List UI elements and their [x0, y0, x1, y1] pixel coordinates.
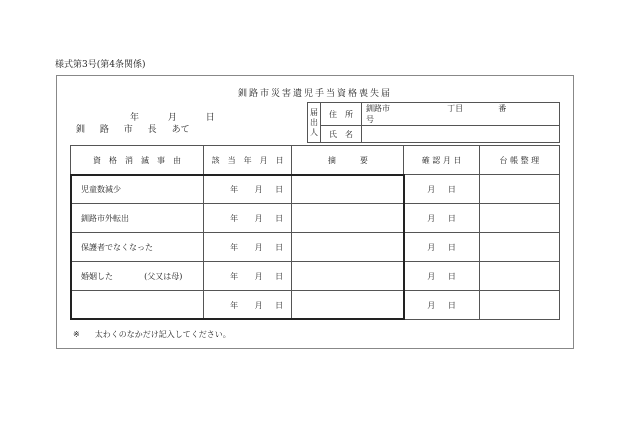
reason-text: 児童数減少 — [81, 184, 121, 194]
note-text: 太わくのなかだけ記入してください。 — [94, 330, 231, 339]
addressee-char: 路 — [99, 125, 109, 135]
date-cell[interactable]: 年 月 日 — [203, 262, 291, 291]
table-header-row — [71, 146, 560, 175]
ledger-cell[interactable] — [479, 291, 559, 320]
header-summary: 摘 要 — [292, 146, 404, 175]
applicant-table — [307, 102, 560, 143]
form-title: 釧路市災害遺児手当資格喪失届 — [237, 89, 392, 99]
addressee — [76, 122, 198, 135]
ledger-cell[interactable] — [479, 262, 559, 291]
reason-text: 釧路市外転出 — [81, 213, 129, 223]
form-number-label: 様式第3号(第4条関係) — [55, 60, 146, 70]
reason-note: (父又は母) — [144, 271, 183, 281]
addressee-char: 市 — [123, 125, 133, 135]
confirm-date-cell[interactable]: 月 日 — [404, 262, 479, 291]
date-day-label: 日 — [205, 113, 215, 123]
addressee-char: 長 — [147, 125, 157, 135]
addressee-char: 釧 — [76, 125, 86, 135]
sender-label: 届 出 人 — [308, 103, 321, 143]
date-month-label: 月 — [167, 113, 177, 123]
confirm-date-cell[interactable]: 月 日 — [404, 233, 479, 262]
addressee-char: あて — [171, 125, 190, 135]
confirm-date-cell[interactable]: 月 日 — [404, 291, 479, 320]
date-year-label: 年 — [130, 113, 140, 123]
header-ledger: 台 帳 整 理 — [479, 146, 559, 175]
ledger-cell[interactable] — [479, 175, 559, 204]
header-reason: 資 格 消 滅 事 由 — [71, 146, 204, 175]
address-field[interactable] — [362, 103, 560, 126]
address-label: 住 所 — [321, 103, 362, 126]
confirm-date-cell[interactable]: 月 日 — [404, 175, 479, 204]
confirm-date-cell[interactable]: 月 日 — [404, 204, 479, 233]
date-cell[interactable]: 年 月 日 — [203, 291, 291, 320]
ledger-cell[interactable] — [479, 204, 559, 233]
address-chome: 丁目 — [447, 104, 464, 113]
note-mark: ※ — [73, 330, 80, 339]
fill-in-area-border — [70, 174, 405, 320]
date-cell[interactable]: 年 月 日 — [203, 233, 291, 262]
name-field[interactable] — [362, 126, 560, 143]
header-confirm-date: 確 認 月 日 — [404, 146, 479, 175]
instruction-note — [73, 329, 231, 340]
address-city: 釧路市 — [366, 104, 390, 113]
date-cell[interactable]: 年 月 日 — [203, 204, 291, 233]
reason-text: 婚姻した — [81, 271, 113, 281]
header-date: 該 当 年 月 日 — [203, 146, 291, 175]
reason-text: 保護者でなくなった — [81, 242, 153, 252]
address-go: 号 — [366, 115, 374, 124]
address-ban: 番 — [498, 104, 507, 113]
ledger-cell[interactable] — [479, 233, 559, 262]
name-label: 氏 名 — [321, 126, 362, 143]
date-cell[interactable]: 年 月 日 — [203, 175, 291, 204]
